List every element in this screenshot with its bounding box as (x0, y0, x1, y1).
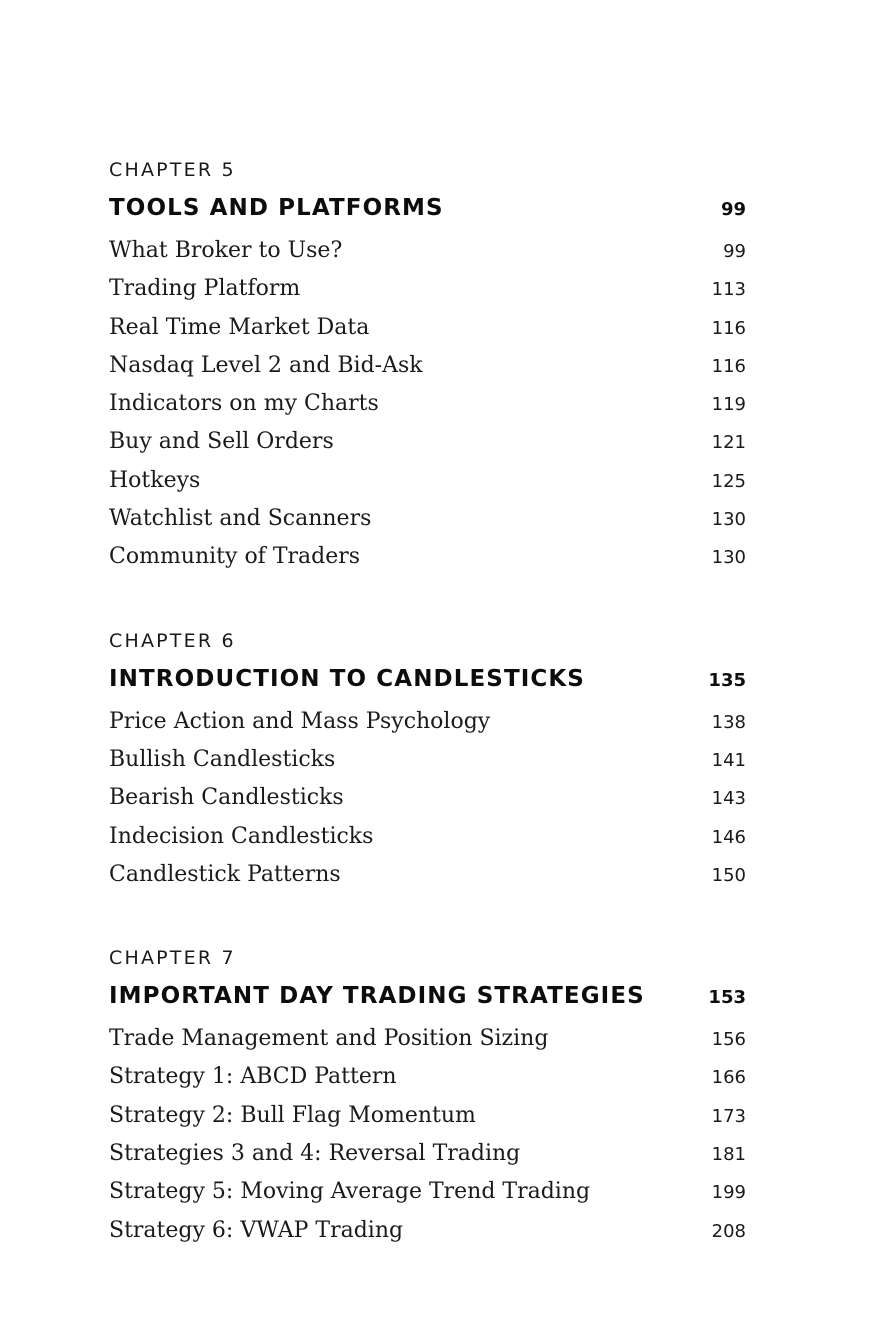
chapter-title: IMPORTANT DAY TRADING STRATEGIES (109, 983, 645, 1010)
toc-entry (109, 703, 746, 741)
toc-entry (109, 1135, 746, 1173)
toc-entry (109, 462, 746, 500)
entry-title: Community of Traders (109, 544, 361, 570)
toc-entry (109, 385, 746, 423)
entry-title: Hotkeys (109, 467, 201, 493)
toc-entry (109, 1173, 746, 1211)
chapter-label: CHAPTER 7 (109, 947, 236, 970)
entry-page-number: 121 (711, 432, 746, 454)
entry-title: Real Time Market Data (109, 314, 370, 340)
entry-page-number: 130 (711, 547, 746, 569)
entry-page-number: 143 (711, 788, 746, 810)
entry-page-number: 156 (711, 1029, 746, 1051)
toc-entry (109, 538, 746, 576)
entry-title: Indecision Candlesticks (109, 823, 374, 849)
entry-title: Bullish Candlesticks (109, 746, 336, 772)
entry-list (109, 232, 746, 577)
entry-page-number: 125 (711, 470, 746, 492)
chapter-label: CHAPTER 6 (109, 629, 236, 652)
chapter-title: INTRODUCTION TO CANDLESTICKS (109, 665, 585, 692)
entry-title: Strategy 1: ABCD Pattern (109, 1064, 397, 1090)
entry-title: Buy and Sell Orders (109, 429, 334, 455)
toc-entry (109, 1020, 746, 1058)
chapter-page-number: 153 (708, 987, 746, 1009)
chapter-title: TOOLS AND PLATFORMS (109, 195, 444, 221)
entry-page-number: 138 (711, 711, 746, 733)
entry-page-number: 141 (711, 749, 746, 771)
entry-list (109, 1020, 746, 1250)
chapter-section (109, 627, 746, 894)
toc-entry (109, 856, 746, 894)
chapter-heading (109, 184, 746, 232)
entry-page-number: 208 (711, 1220, 746, 1242)
toc-entry (109, 309, 746, 347)
entry-page-number: 119 (711, 394, 746, 416)
toc-entry (109, 779, 746, 817)
entry-title: Price Action and Mass Psychology (109, 708, 491, 734)
chapter-page-number: 135 (708, 669, 746, 691)
entry-list (109, 703, 746, 894)
entry-title: Candlestick Patterns (109, 861, 341, 887)
chapter-section (109, 944, 746, 1250)
toc-entry (109, 818, 746, 856)
entry-title: Strategy 5: Moving Average Trend Trading (109, 1179, 591, 1205)
toc-entry (109, 270, 746, 308)
entry-page-number: 116 (711, 317, 746, 339)
entry-title: Bearish Candlesticks (109, 785, 344, 811)
entry-title: What Broker to Use? (109, 238, 343, 263)
toc-entry (109, 1058, 746, 1096)
entry-title: Trading Platform (109, 276, 301, 302)
entry-page-number: 116 (711, 355, 746, 377)
toc-entry (109, 347, 746, 385)
entry-title: Trade Management and Position Sizing (109, 1026, 549, 1052)
chapter-heading (109, 655, 746, 703)
toc-entry (109, 500, 746, 538)
entry-title: Indicators on my Charts (109, 391, 379, 417)
chapter-heading (109, 972, 746, 1020)
entry-page-number: 166 (711, 1067, 746, 1089)
entry-page-number: 199 (711, 1182, 746, 1204)
entry-title: Strategy 6: VWAP Trading (109, 1217, 404, 1243)
entry-page-number: 181 (711, 1144, 746, 1166)
toc-entry (109, 1097, 746, 1135)
entry-page-number: 130 (711, 509, 746, 531)
toc-entry (109, 741, 746, 779)
table-of-contents (109, 156, 746, 1300)
entry-page-number: 99 (723, 241, 746, 262)
toc-entry (109, 1212, 746, 1250)
entry-page-number: 113 (711, 279, 746, 301)
entry-page-number: 146 (711, 826, 746, 848)
entry-page-number: 173 (711, 1105, 746, 1127)
chapter-section (109, 156, 746, 577)
chapter-label: CHAPTER 5 (109, 159, 236, 181)
entry-page-number: 150 (711, 864, 746, 886)
toc-entry (109, 423, 746, 461)
entry-title: Watchlist and Scanners (109, 506, 372, 532)
entry-title: Strategies 3 and 4: Reversal Trading (109, 1141, 521, 1167)
chapter-page-number: 99 (720, 199, 746, 220)
entry-title: Strategy 2: Bull Flag Momentum (109, 1102, 476, 1128)
entry-title: Nasdaq Level 2 and Bid-Ask (109, 352, 423, 378)
toc-entry (109, 232, 746, 270)
